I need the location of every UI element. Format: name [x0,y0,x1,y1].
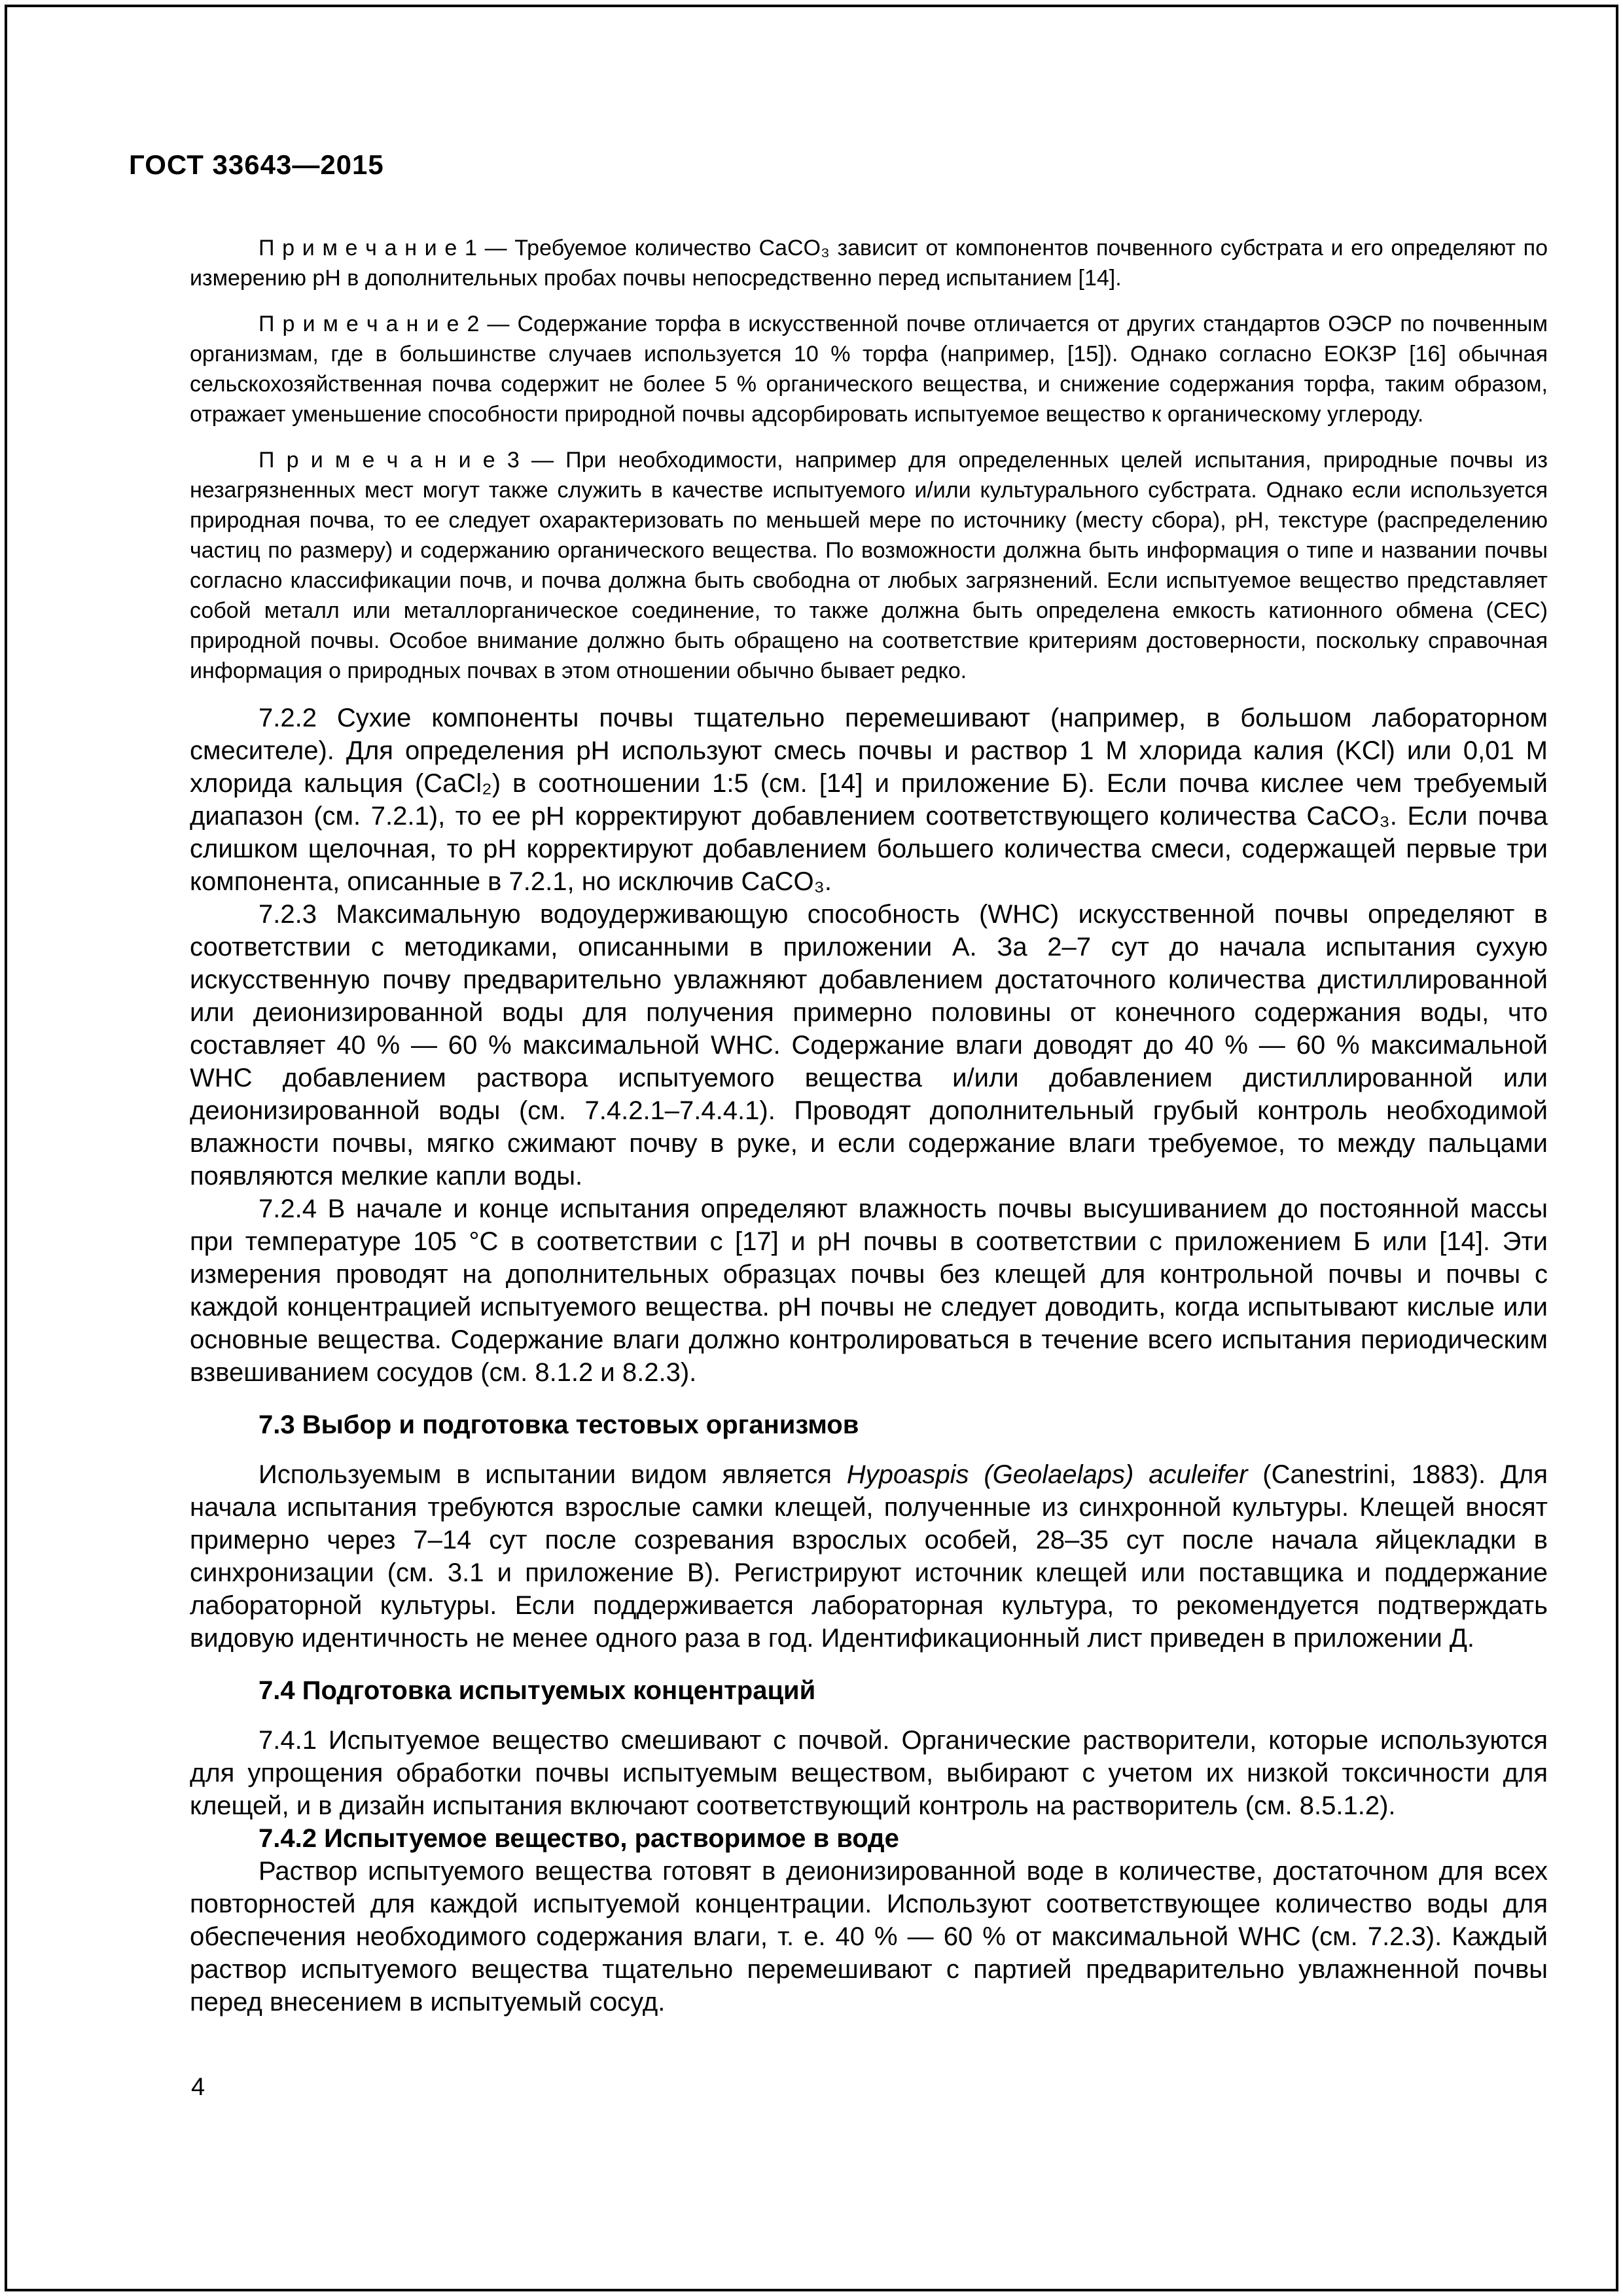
text-run: П р и м е ч а н и е 1 — Требуемое количество CaCO₃ зависит от компонентов почвенного субстрата и его определяют по измерению pH в дополнительных пробах почвы непосредственно перед испытанием [14]. [190,236,1548,291]
clause-7-4-2-body [190,1855,1548,2018]
text-run: (Canestrini, 1883). Для начала испытания требуются взрослые самки клещей, полученные из синхронной культуры. Клещей вносят примерно через 7–14 сут после созревания взрослых особей, 28–35 сут после начала яйцекладки в синхронизации (см. 3.1 и приложение В). Регистрируют источник клещей или поставщика и поддержание лабораторной культуры. Если поддерживается лабораторная культура, то рекомендуется подтверждать видовую идентичность не менее одного раза в год. Идентификационный лист приведен в приложении Д. [190,1460,1548,1653]
clause-7-2-2 [190,702,1548,898]
species-name-italic: Hypoaspis (Geolaelaps) aculeifer [846,1460,1248,1489]
document-content [190,233,1548,2018]
text-run: П р и м е ч а н и е 2 — Содержание торфа в искусственной почве отличается от других стандартов ОЭСР по почвенным организмам, где в большинстве случаев используется 10 % торфа (например, [15]). Однако согласно ЕОКЗР [16] обычная сельскохозяйственная почва содержит не более 5 % органического вещества, и снижение содержания торфа, таким образом, отражает уменьшение способности природной почвы адсорбировать испытуемое вещество к органическому углероду. [190,312,1548,427]
heading-7-3 [190,1408,1548,1441]
text-run: 7.3 Выбор и подготовка тестовых организмов [259,1410,859,1439]
note-1 [190,233,1548,293]
clause-7-2-4 [190,1193,1548,1389]
standard-number: ГОСТ 33643—2015 [129,149,384,180]
clause-7-2-3 [190,898,1548,1193]
text-run: 7.2.3 Максимальную водоудерживающую способность (WHC) искусственной почвы определяют в соответствии с методиками, описанными в приложении А. За 2–7 сут до начала испытания сухую искусственную почву предварительно увлажняют добавлением достаточного количества дистиллированной или деионизированной воды для получения примерно половины от конечного содержания воды, что составляет 40 % — 60 % максимальной WHC. Содержание влаги доводят до 40 % — 60 % максимальной WHC добавлением раствора испытуемого вещества и/или добавлением дистиллированной или деионизированной воды (см. 7.4.2.1–7.4.4.1). Проводят дополнительный грубый контроль необходимой влажности почвы, мягко сжимают почву в руке, и если содержание влаги требуемое, то между пальцами появляются мелкие капли воды. [190,900,1548,1191]
text-run: 7.4 Подготовка испытуемых концентраций [259,1676,816,1705]
note-3 [190,445,1548,686]
heading-7-4 [190,1674,1548,1707]
page-number: 4 [191,2073,205,2101]
text-run: 7.4.1 Испытуемое вещество смешивают с почвой. Органические растворители, которые используются для упрощения обработки почвы испытуемым веществом, выбирают с учетом их низкой токсичности для клещей, и в дизайн испытания включают соответствующий контроль на растворитель (см. 8.5.1.2). [190,1726,1548,1820]
text-run: Раствор испытуемого вещества готовят в деионизированной воде в количестве, достаточном для всех повторностей для каждой испытуемой концентрации. Используют соответствующее количество воды для обеспечения необходимого содержания влаги, т. е. 40 % — 60 % от максимальной WHC (см. 7.2.3). Каждый раствор испытуемого вещества тщательно перемешивают с партией предварительно увлажненной почвы перед внесением в испытуемый сосуд. [190,1857,1548,2017]
clause-7-4-1 [190,1724,1548,1822]
page-footer [191,2073,205,2102]
heading-7-4-2 [190,1822,1548,1855]
page-header [129,149,384,181]
text-run: 7.2.2 Сухие компоненты почвы тщательно перемешивают (например, в большом лабораторном смесителе). Для определения pH используют смесь почвы и раствор 1 М хлорида калия (KCl) или 0,01 М хлорида кальция (CaCl₂) в соотношении 1:5 (см. [14] и приложение Б). Если почва кислее чем требуемый диапазон (см. 7.2.1), то ее pH корректируют добавлением соответствующего количества CaCO₃. Если почва слишком щелочная, то pH корректируют добавлением большего количества смеси, содержащей первые три компонента, описанные в 7.2.1, но исключив CaCO₃. [190,704,1548,896]
clause-7-3-body [190,1458,1548,1655]
text-run: П р и м е ч а н и е 3 — При необходимости, например для определенных целей испытания, природные почвы из незагрязненных мест могут также служить в качестве испытуемого и/или культурального субстрата. Однако если используется природная почва, то ее следует охарактеризовать по меньшей мере по источнику (месту сбора), pH, текстуре (распределению частиц по размеру) и содержанию органического вещества. По возможности должна быть информация о типе и названии почвы согласно классификации почв, и почва должна быть свободна от любых загрязнений. Если испытуемое вещество представляет собой металл или металлорганическое соединение, то также должна быть определена емкость катионного обмена (CEC) природной почвы. Особое внимание должно быть обращено на соответствие критериям достоверности, поскольку справочная информация о природных почвах в этом отношении обычно бывает редко. [190,448,1548,683]
text-run: 7.2.4 В начале и конце испытания определяют влажность почвы высушиванием до постоянной массы при температуре 105 °С в соответствии с [17] и pH почвы в соответствии с приложением Б или [14]. Эти измерения проводят на дополнительных образцах почвы без клещей для контрольной почвы и почвы с каждой концентрацией испытуемого вещества. pH почвы не следует доводить, когда испытывают кислые или основные вещества. Содержание влаги должно контролироваться в течение всего испытания периодическим взвешиванием сосудов (см. 8.1.2 и 8.2.3). [190,1194,1548,1387]
text-run: Используемым в испытании видом является [259,1460,847,1489]
note-2 [190,309,1548,429]
text-run: 7.4.2 Испытуемое вещество, растворимое в воде [259,1824,899,1853]
